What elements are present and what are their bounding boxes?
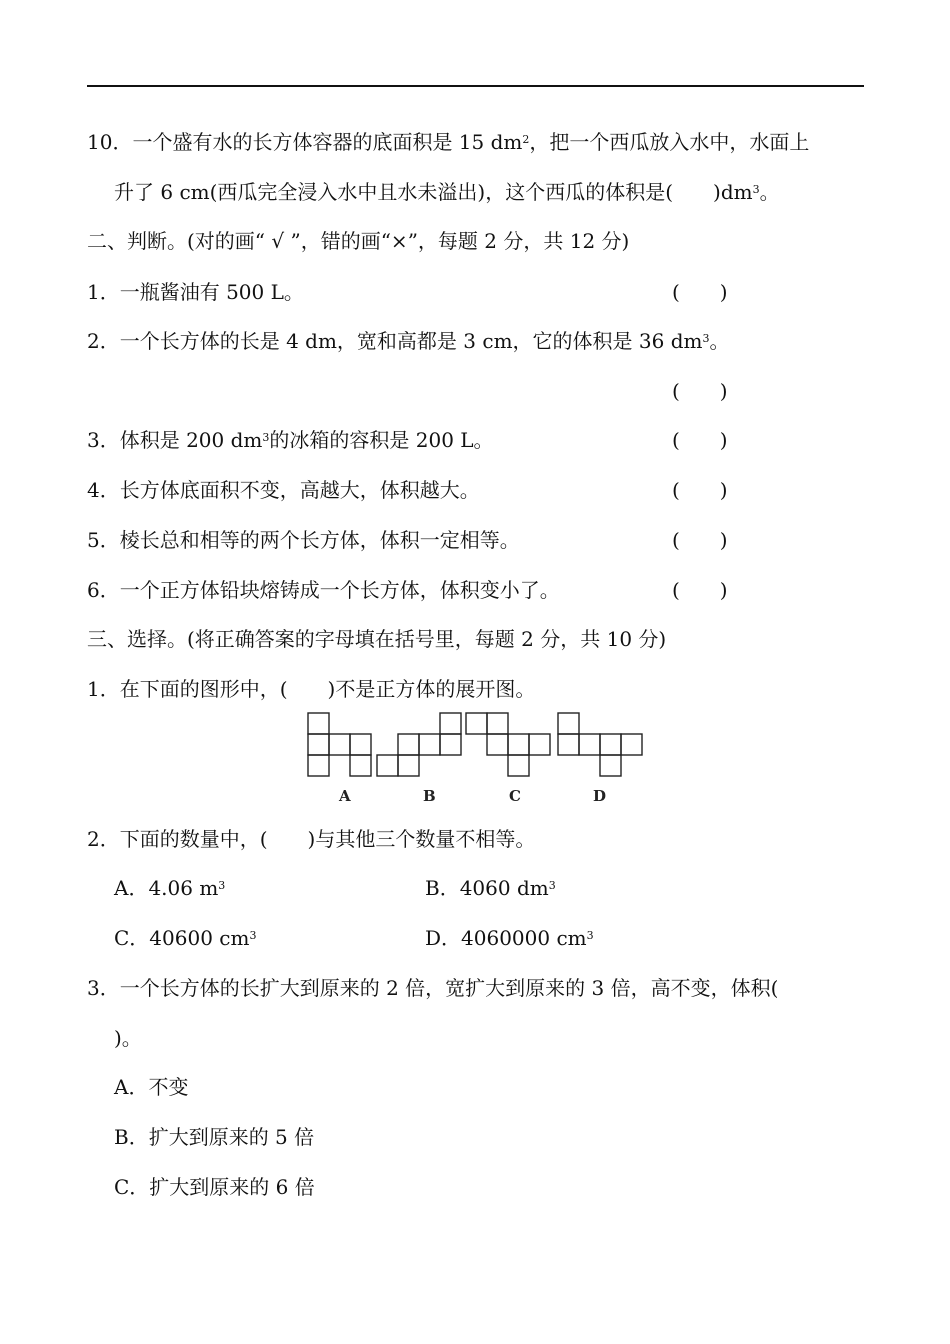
net-c [466, 713, 550, 776]
judge-item-3-sup: 3 [262, 431, 270, 444]
q10-line2-a: 升了 6 cm(西瓜完全浸入水中且水未溢出)，这个西瓜的体积是( [114, 180, 674, 204]
q10-line1 [87, 130, 809, 154]
judge-item-5: 5．棱长总和相等的两个长方体，体积一定相等。 [87, 528, 520, 552]
judge-item-3-end: 的冰箱的容积是 200 L。 [269, 428, 494, 452]
judge-item-3 [87, 428, 494, 452]
option-sup: 3 [218, 879, 226, 892]
net-label-b: B [423, 787, 436, 805]
choice-q1-text-b: )不是正方体的展开图。 [327, 677, 536, 701]
section2-heading: 二、判断。(对的画“ √ ”，错的画“×”，每题 2 分，共 12 分) [87, 229, 630, 253]
q10-text-b: ，把一个西瓜放入水中，水面上 [529, 130, 810, 154]
cube-nets-figure [300, 705, 650, 810]
judge-item-2 [87, 329, 729, 353]
judge-item-2-end: 。 [709, 329, 730, 353]
choice-q2-option-a[interactable] [114, 876, 225, 900]
judge-answer-2[interactable]: ( ) [672, 379, 728, 403]
choice-q2-option-b[interactable] [425, 876, 556, 900]
choice-q3-option-a[interactable]: A．不变 [114, 1075, 189, 1099]
judge-item-4: 4．长方体底面积不变，高越大，体积越大。 [87, 478, 480, 502]
choice-q3-option-c[interactable]: C．扩大到原来的 6 倍 [114, 1175, 315, 1199]
net-d [558, 713, 642, 776]
net-label-a: A [339, 787, 351, 805]
q10-line2 [114, 180, 780, 204]
judge-item-6: 6．一个正方体铅块熔铸成一个长方体，体积变小了。 [87, 578, 560, 602]
net-label-d: D [593, 787, 607, 805]
judge-answer-4[interactable]: ( ) [672, 478, 728, 502]
section3-heading: 三、选择。(将正确答案的字母填在括号里，每题 2 分，共 10 分) [87, 627, 667, 651]
net-label-c: C [509, 787, 521, 805]
option-label: B．4060 dm [425, 876, 549, 900]
q10-line2-c: 。 [759, 180, 780, 204]
judge-answer-5[interactable]: ( ) [672, 528, 728, 552]
judge-item-2-text: 2．一个长方体的长是 4 dm，宽和高都是 3 cm，它的体积是 36 dm [87, 329, 703, 353]
q10-line2-b: )dm [713, 180, 753, 204]
q10-text-a: 10．一个盛有水的长方体容器的底面积是 15 dm [87, 130, 523, 154]
choice-q2-text-b: )与其他三个数量不相等。 [307, 827, 536, 851]
judge-item-1: 1．一瓶酱油有 500 L。 [87, 280, 304, 304]
choice-q2-option-d[interactable] [425, 926, 594, 950]
option-label: C．40600 cm [114, 926, 250, 950]
choice-q1 [87, 677, 535, 701]
choice-q2-text-a: 2．下面的数量中，( [87, 827, 268, 851]
choice-q2 [87, 827, 535, 851]
judge-item-3-text: 3．体积是 200 dm [87, 428, 263, 452]
q10-sup: 2 [522, 133, 530, 146]
judge-answer-6[interactable]: ( ) [672, 578, 728, 602]
net-b [377, 713, 461, 776]
choice-q2-option-c[interactable] [114, 926, 256, 950]
q10-line2-sup: 3 [752, 183, 760, 196]
choice-q1-text-a: 1．在下面的图形中，( [87, 677, 288, 701]
option-sup: 3 [586, 929, 594, 942]
choice-q3-line2: )。 [114, 1026, 142, 1050]
option-label: D．4060000 cm [425, 926, 587, 950]
choice-q3-line1: 3．一个长方体的长扩大到原来的 2 倍，宽扩大到原来的 3 倍，高不变，体积( [87, 976, 779, 1000]
judge-item-2-sup: 3 [702, 332, 710, 345]
option-sup: 3 [548, 879, 556, 892]
net-a [308, 713, 371, 776]
header-rule [87, 85, 864, 87]
judge-answer-1[interactable]: ( ) [672, 280, 728, 304]
option-label: A．4.06 m [114, 876, 219, 900]
judge-answer-3[interactable]: ( ) [672, 428, 728, 452]
option-sup: 3 [249, 929, 257, 942]
choice-q3-option-b[interactable]: B．扩大到原来的 5 倍 [114, 1125, 315, 1149]
